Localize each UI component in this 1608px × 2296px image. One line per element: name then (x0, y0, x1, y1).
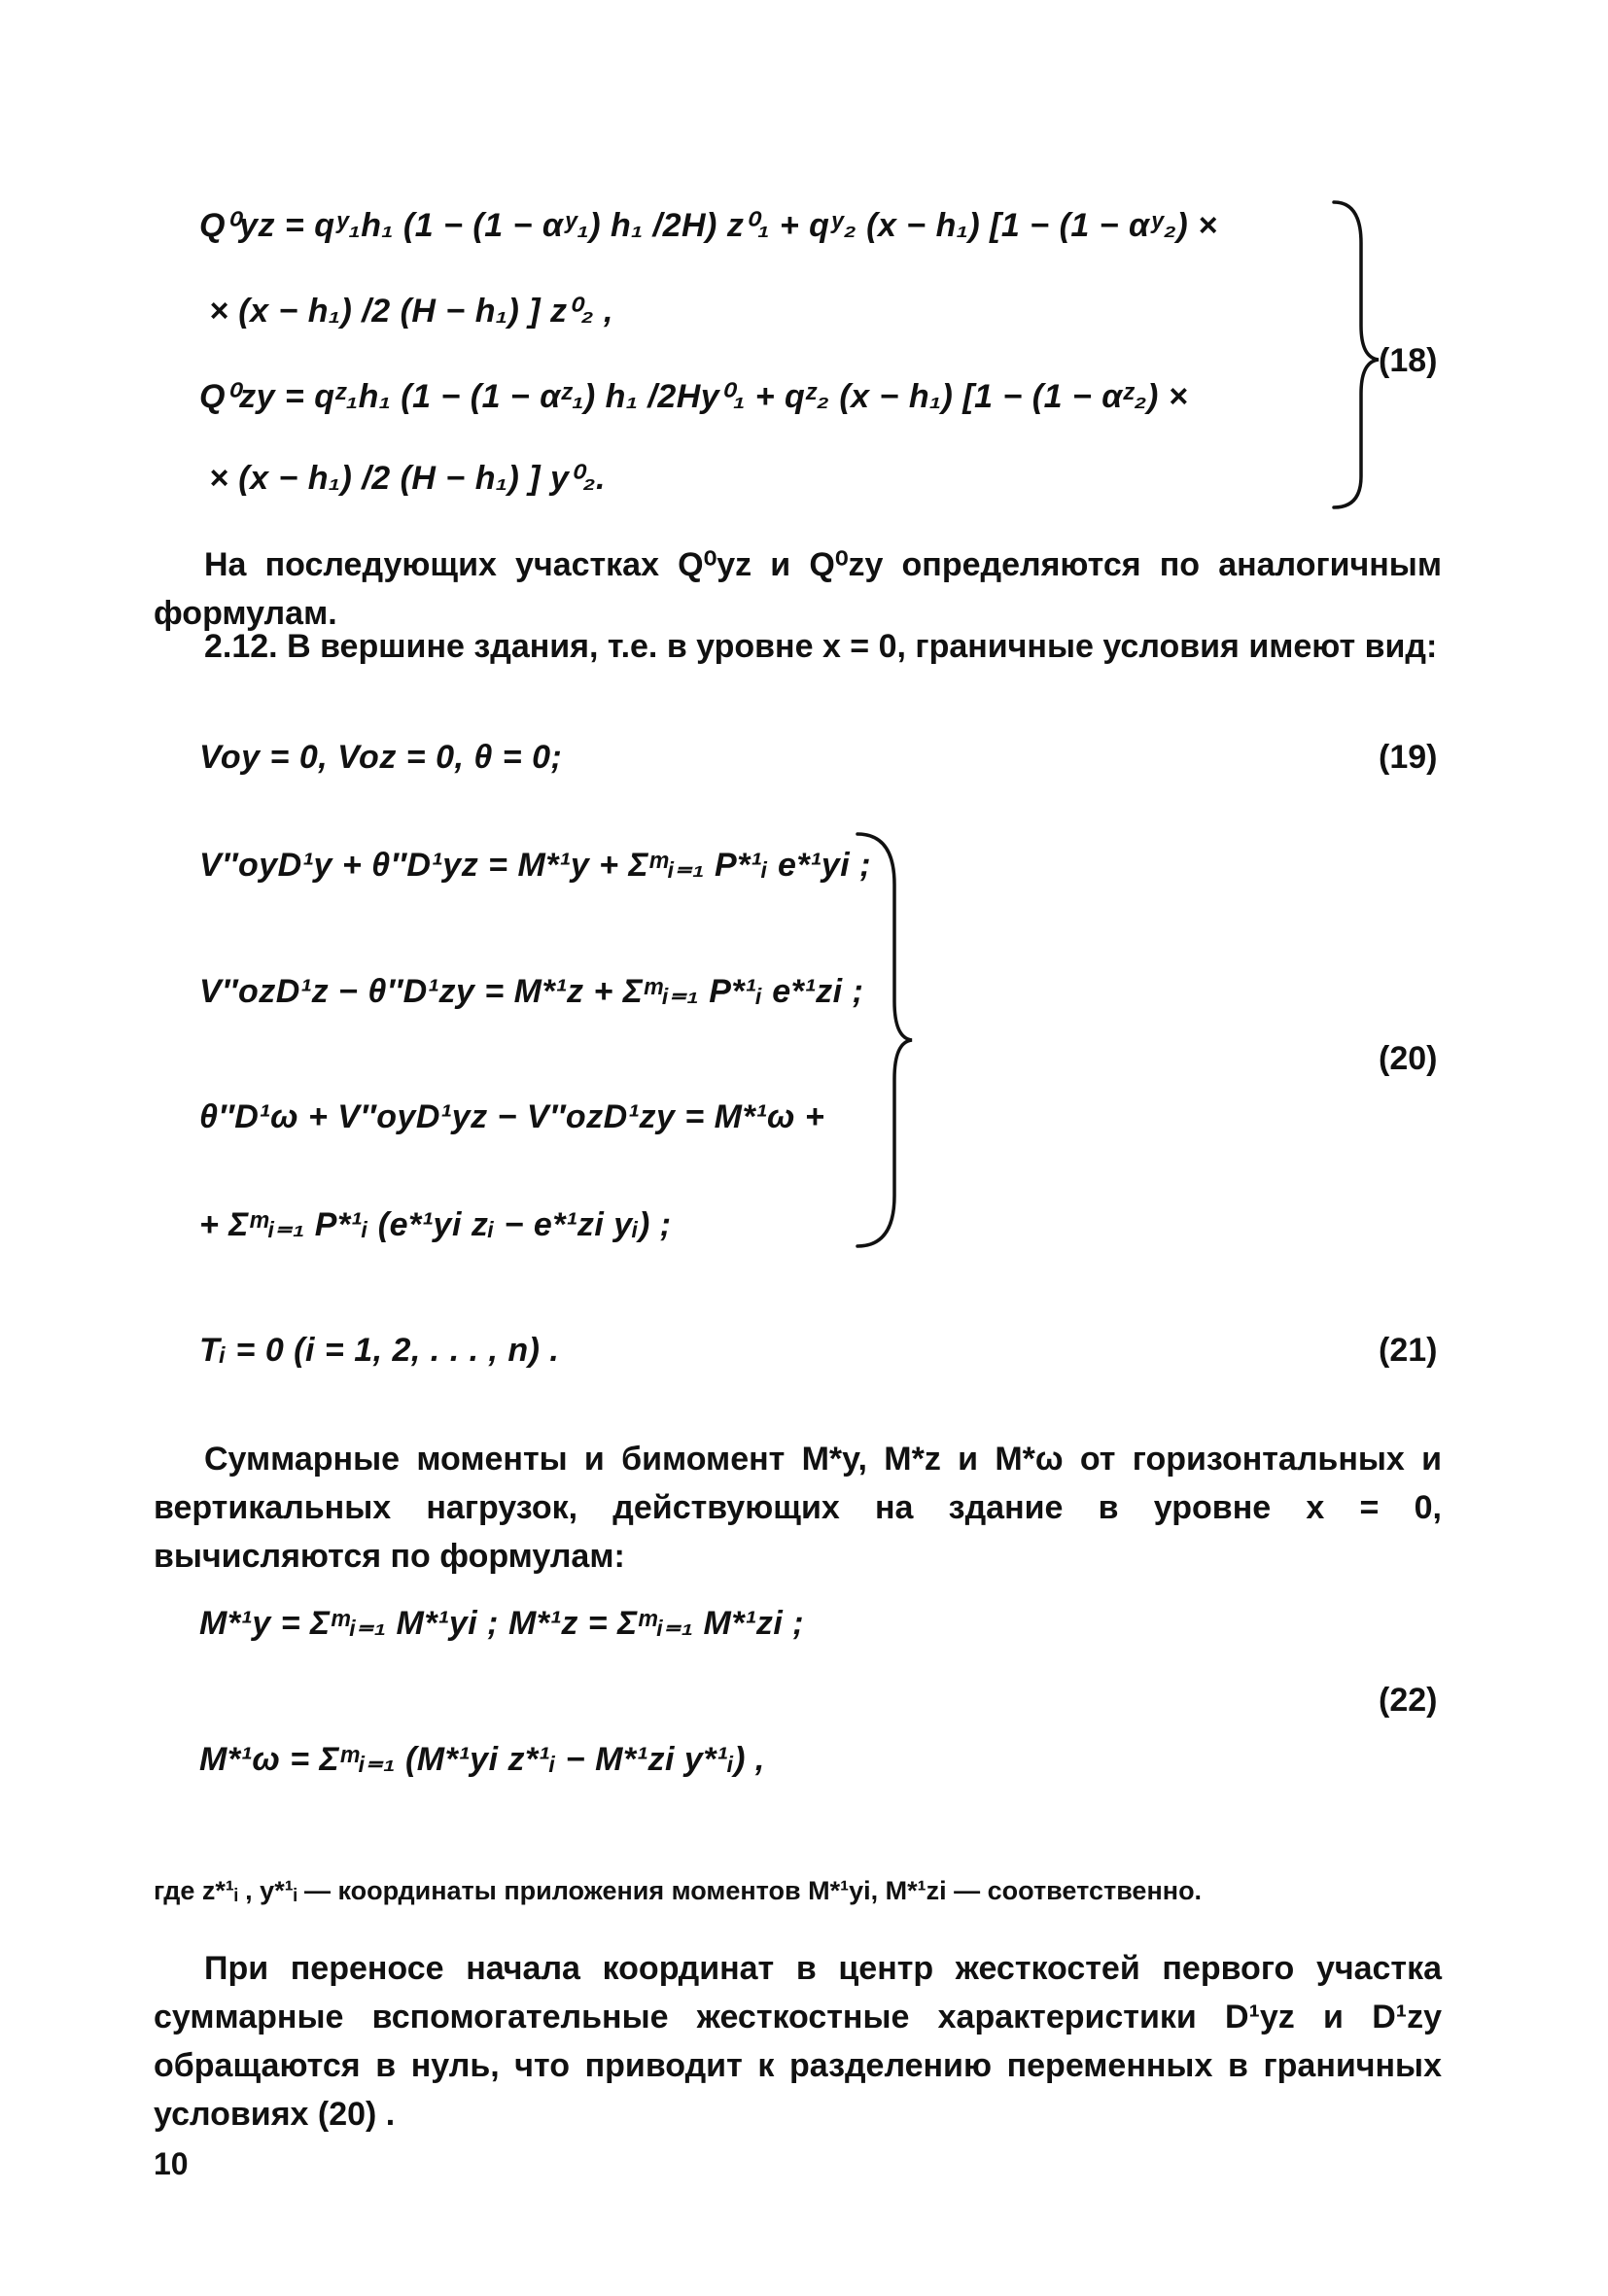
eq20-line4: + Σᵐᵢ₌₁ P*¹ᵢ (e*¹yi zᵢ − e*¹zi yᵢ) ; (199, 1206, 672, 1243)
eq21: Tᵢ = 0 (i = 1, 2, . . . , n) . (199, 1332, 560, 1369)
equation-number-19: (19) (1379, 739, 1438, 776)
equation-number-20: (20) (1379, 1040, 1438, 1077)
note-coordinates: где z*¹ᵢ , y*¹ᵢ — координаты приложения моментов M*¹yi, M*¹zi — соответственно. (154, 1876, 1203, 1905)
eq18-line3: Q⁰zy = qᶻ₁h₁ (1 − (1 − αᶻ₁) h₁ /2Hy⁰₁ + qᶻ₂ (x − h₁) [1 − (1 − αᶻ₂) × (199, 378, 1189, 415)
page-number: 10 (154, 2146, 189, 2181)
equation-number-22: (22) (1379, 1682, 1438, 1719)
right-brace-18 (1332, 194, 1381, 515)
paragraph-subsequent-sections: На последующих участках Q⁰yz и Q⁰zy определяются по аналогичным формулам. (154, 546, 1442, 632)
eq18-line2: × (x − h₁) /2 (H − h₁) ] z⁰₂ , (209, 293, 613, 330)
eq20-line3: θ″D¹ω + V″oyD¹yz − V″ozD¹zy = M*¹ω + (199, 1098, 825, 1135)
eq22-line1: M*¹y = Σᵐᵢ₌₁ M*¹yi ; M*¹z = Σᵐᵢ₌₁ M*¹zi ; (199, 1605, 805, 1642)
eq18-line4: × (x − h₁) /2 (H − h₁) ] y⁰₂. (209, 460, 606, 497)
eq20-line2: V″ozD¹z − θ″D¹zy = M*¹z + Σᵐᵢ₌₁ P*¹ᵢ e*¹zi ; (199, 973, 864, 1010)
eq18-line1: Q⁰yz = qʸ₁h₁ (1 − (1 − αʸ₁) h₁ /2H) z⁰₁ + qʸ₂ (x − h₁) [1 − (1 − αʸ₂) × (199, 207, 1218, 244)
paragraph-stiffness-center: При переносе начала координат в центр жесткостей первого участка суммарные вспомогательные жесткостные характеристики D¹yz и D¹zy обращаются в нуль, что приводит к разделению переменных в граничных условиях (20) . (154, 1950, 1442, 2133)
section-text: В вершине здания, т.е. в уровне x = 0, граничные условия имеют вид: (287, 628, 1438, 665)
eq19: Voy = 0, Voz = 0, θ = 0; (199, 739, 563, 776)
section-2-12 (154, 622, 1442, 671)
section-number: 2.12. (204, 628, 278, 665)
paragraph-total-moments: Суммарные моменты и бимомент M*y, M*z и M*ω от горизонтальных и вертикальных нагрузок, действующих на здание в уровне x = 0, вычисляются по формулам: (154, 1441, 1442, 1575)
eq20-line1: V″oyD¹y + θ″D¹yz = M*¹y + Σᵐᵢ₌₁ P*¹ᵢ e*¹yi ; (199, 847, 872, 884)
eq22-line2: M*¹ω = Σᵐᵢ₌₁ (M*¹yi z*¹ᵢ − M*¹zi y*¹ᵢ) , (199, 1741, 765, 1778)
right-brace-20 (856, 826, 914, 1254)
equation-number-18: (18) (1379, 342, 1438, 379)
equation-number-21: (21) (1379, 1332, 1438, 1369)
